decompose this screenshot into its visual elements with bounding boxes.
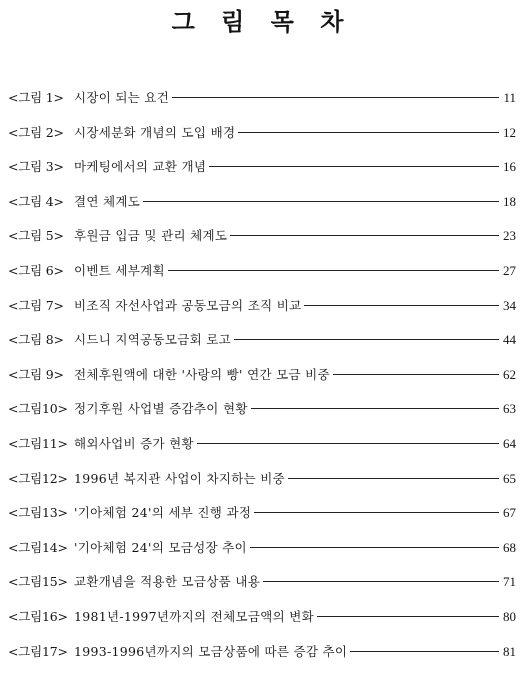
- dot-leader: [172, 97, 499, 98]
- page-title: 그 림 목 차: [171, 7, 353, 36]
- figure-number: <그림 4>: [8, 193, 64, 209]
- figure-entry: [8, 607, 516, 642]
- page-number: 11: [503, 90, 516, 105]
- dot-leader: [251, 408, 499, 409]
- page-number: 65: [503, 470, 516, 486]
- page-number: 16: [503, 159, 516, 175]
- dot-leader: [350, 651, 499, 652]
- page-number: 34: [503, 297, 516, 313]
- page-number: 23: [503, 228, 516, 244]
- figure-entry: [8, 399, 516, 434]
- page-number: 64: [503, 435, 516, 451]
- figure-title: 마케팅에서의 교환 개념: [74, 159, 207, 175]
- page-number: 12: [503, 124, 516, 140]
- figure-number: <그림13>: [8, 505, 68, 521]
- figure-entry: [8, 642, 516, 677]
- figure-number: <그림 2>: [8, 124, 64, 140]
- figure-number: <그림 8>: [8, 332, 64, 348]
- figure-entry: [8, 192, 516, 227]
- figure-entry: [8, 434, 516, 469]
- figure-title: 이벤트 세부계획: [74, 262, 165, 278]
- dot-leader: [254, 512, 499, 513]
- figure-entry: [8, 503, 516, 538]
- figure-entry: [8, 365, 516, 400]
- dot-leader: [263, 581, 499, 582]
- figure-title: 해외사업비 증가 현황: [74, 435, 194, 451]
- figure-title: 정기후원 사업별 증감추이 현황: [74, 401, 248, 417]
- figure-number: <그림16>: [8, 608, 68, 624]
- dot-leader: [288, 478, 499, 479]
- figure-number: <그림 9>: [8, 366, 64, 382]
- page-number: 18: [503, 193, 516, 209]
- figure-title: '기아체험 24'의 모금성장 추이: [74, 539, 247, 555]
- figure-entry: [8, 157, 516, 192]
- figure-title: 1981년-1997년까지의 전체모금액의 변화: [74, 608, 314, 624]
- figure-entry: [8, 330, 516, 365]
- page-number: 68: [503, 539, 516, 555]
- figure-title: 비조직 자선사업과 공동모금의 조직 비교: [74, 297, 302, 313]
- dot-leader: [333, 374, 499, 375]
- dot-leader: [234, 339, 499, 340]
- page-number: 62: [503, 366, 516, 382]
- figure-entry: [8, 123, 516, 158]
- figure-entry: [8, 88, 516, 123]
- figure-entry: [8, 469, 516, 504]
- figure-number: <그림14>: [8, 539, 68, 555]
- dot-leader: [209, 166, 499, 167]
- figure-number: <그림 1>: [8, 90, 64, 105]
- figure-number: <그림10>: [8, 401, 68, 417]
- page-number: 81: [503, 643, 516, 659]
- figure-number: <그림 3>: [8, 159, 64, 175]
- figure-title: 교환개념을 적용한 모금상품 내용: [74, 574, 261, 590]
- figure-title: 결연 체계도: [74, 193, 141, 209]
- figure-number: <그림 6>: [8, 262, 64, 278]
- dot-leader: [230, 235, 499, 236]
- page-number: 63: [503, 401, 516, 417]
- figure-number: <그림 5>: [8, 228, 64, 244]
- dot-leader: [197, 443, 499, 444]
- figure-title: 전체후원액에 대한 '사랑의 빵' 연간 모금 비중: [74, 366, 330, 382]
- page-number: 44: [503, 332, 516, 348]
- dot-leader: [250, 547, 499, 548]
- figure-list: [8, 88, 516, 676]
- figure-number: <그림11>: [8, 435, 68, 451]
- figure-number: <그림 7>: [8, 297, 64, 313]
- figure-title: 1993-1996년까지의 모금상품에 따른 증감 추이: [74, 643, 348, 659]
- figure-title: 시드니 지역공동모금회 로고: [74, 332, 232, 348]
- dot-leader: [238, 132, 499, 133]
- figure-entry: [8, 226, 516, 261]
- figure-number: <그림17>: [8, 643, 68, 659]
- figure-title: 1996년 복지관 사업이 차지하는 비중: [74, 470, 285, 486]
- figure-title: 시장이 되는 요건: [74, 90, 170, 105]
- figure-entry: [8, 261, 516, 296]
- figure-entry: [8, 572, 516, 607]
- figure-number: <그림15>: [8, 574, 68, 590]
- figure-title: '기아체험 24'의 세부 진행 과정: [74, 505, 252, 521]
- figure-entry: [8, 538, 516, 573]
- page-number: 80: [503, 608, 516, 624]
- page-number: 27: [503, 262, 516, 278]
- dot-leader: [317, 616, 499, 617]
- dot-leader: [304, 305, 499, 306]
- figure-title: 시장세분화 개념의 도입 배경: [74, 124, 236, 140]
- dot-leader: [168, 270, 499, 271]
- figure-title: 후원금 입금 및 관리 체계도: [74, 228, 228, 244]
- page-number: 71: [503, 574, 516, 590]
- page-number: 67: [503, 505, 516, 521]
- dot-leader: [143, 201, 499, 202]
- figure-number: <그림12>: [8, 470, 68, 486]
- figure-entry: [8, 296, 516, 331]
